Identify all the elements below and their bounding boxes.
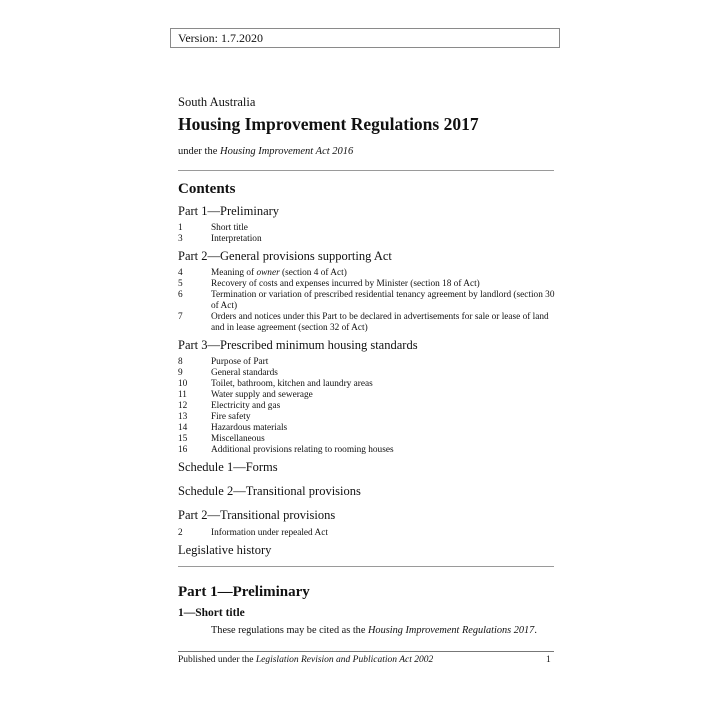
toc-entry-number: 14 — [178, 423, 188, 433]
footer-prefix: Published under the — [178, 655, 256, 665]
toc-entry-label: Water supply and sewerage — [211, 390, 313, 400]
toc-entry-label-em: owner — [256, 268, 280, 278]
toc-entry-number: 6 — [178, 290, 183, 300]
toc-entry-number: 10 — [178, 379, 188, 389]
toc-entry-label: Fire safety — [211, 412, 251, 422]
page-number: 1 — [546, 655, 551, 665]
toc-entry-label: General standards — [211, 368, 278, 378]
toc-entry-label: Short title — [211, 223, 248, 233]
part-title: Part 1—Preliminary — [178, 584, 310, 600]
toc-entry-label: Information under repealed Act — [211, 528, 328, 538]
toc-entry-label: Miscellaneous — [211, 434, 265, 444]
toc-entry-label: Orders and notices under this Part to be declared in advertisements for sale or lease of land and in lease agreement (section 32 of Act) — [211, 312, 549, 333]
section-body-pre: These regulations may be cited as the — [211, 625, 368, 636]
toc-entry-number: 4 — [178, 268, 183, 278]
toc-entry-label: Additional provisions relating to rooming houses — [211, 445, 394, 455]
toc-entry-label-post: (section 4 of Act) — [279, 268, 347, 278]
toc-entry-label — [211, 268, 556, 279]
toc-entry-number: 13 — [178, 412, 188, 422]
footer-publication-line — [178, 655, 433, 665]
toc-entry-label: Termination or variation of prescribed residential tenancy agreement by landlord (section 30 of Act) — [211, 290, 555, 311]
section-body — [211, 625, 537, 636]
toc-entry-number: 2 — [178, 528, 183, 538]
toc-entry-label: Recovery of costs and expenses incurred by Minister (section 18 of Act) — [211, 279, 480, 289]
footer-act-name: Legislation Revision and Publication Act 2002 — [255, 655, 434, 665]
jurisdiction-label: South Australia — [178, 95, 256, 109]
toc-part-heading[interactable]: Part 1—Preliminary — [178, 204, 280, 218]
toc-schedule-heading[interactable]: Schedule 1—Forms — [178, 460, 278, 474]
version-label: Version: 1.7.2020 — [178, 31, 263, 45]
toc-entry-number: 11 — [178, 390, 187, 400]
divider — [178, 170, 554, 171]
contents-heading: Contents — [178, 181, 236, 197]
toc-entry-number: 16 — [178, 445, 188, 455]
enabling-act-prefix: under the — [178, 146, 220, 157]
toc-entry-label: Interpretation — [211, 234, 262, 244]
enabling-act-line — [178, 146, 353, 157]
toc-entry-number: 9 — [178, 368, 183, 378]
toc-part-heading[interactable]: Part 2—Transitional provisions — [178, 508, 336, 522]
toc-entry-number: 3 — [178, 234, 183, 244]
enabling-act-name: Housing Improvement Act 2016 — [220, 146, 354, 157]
toc-entry-label: Toilet, bathroom, kitchen and laundry areas — [211, 379, 373, 389]
toc-part-heading[interactable]: Part 2—General provisions supporting Act — [178, 249, 392, 263]
toc-entry-number: 5 — [178, 279, 183, 289]
toc-entry-label: Purpose of Part — [211, 357, 269, 367]
toc-entry-label: Electricity and gas — [211, 401, 281, 411]
toc-entry-number: 8 — [178, 357, 183, 367]
toc-entry-label-pre: Meaning of — [211, 268, 257, 278]
section-body-post: . — [534, 625, 537, 636]
document-title: Housing Improvement Regulations 2017 — [178, 114, 479, 134]
toc-entry-label: Hazardous materials — [211, 423, 288, 433]
footer-divider — [178, 651, 554, 652]
section-title: 1—Short title — [178, 607, 245, 619]
toc-schedule-heading[interactable]: Schedule 2—Transitional provisions — [178, 484, 361, 498]
toc-part-heading[interactable]: Part 3—Prescribed minimum housing standards — [178, 338, 418, 352]
divider — [178, 566, 554, 567]
toc-entry-number: 1 — [178, 223, 183, 233]
version-box — [170, 28, 560, 48]
toc-entry-number: 7 — [178, 312, 183, 322]
toc-entry-number: 15 — [178, 434, 188, 444]
toc-entry-number: 12 — [178, 401, 188, 411]
section-body-citation: Housing Improvement Regulations 2017 — [367, 625, 535, 636]
toc-legislative-history[interactable]: Legislative history — [178, 543, 272, 557]
